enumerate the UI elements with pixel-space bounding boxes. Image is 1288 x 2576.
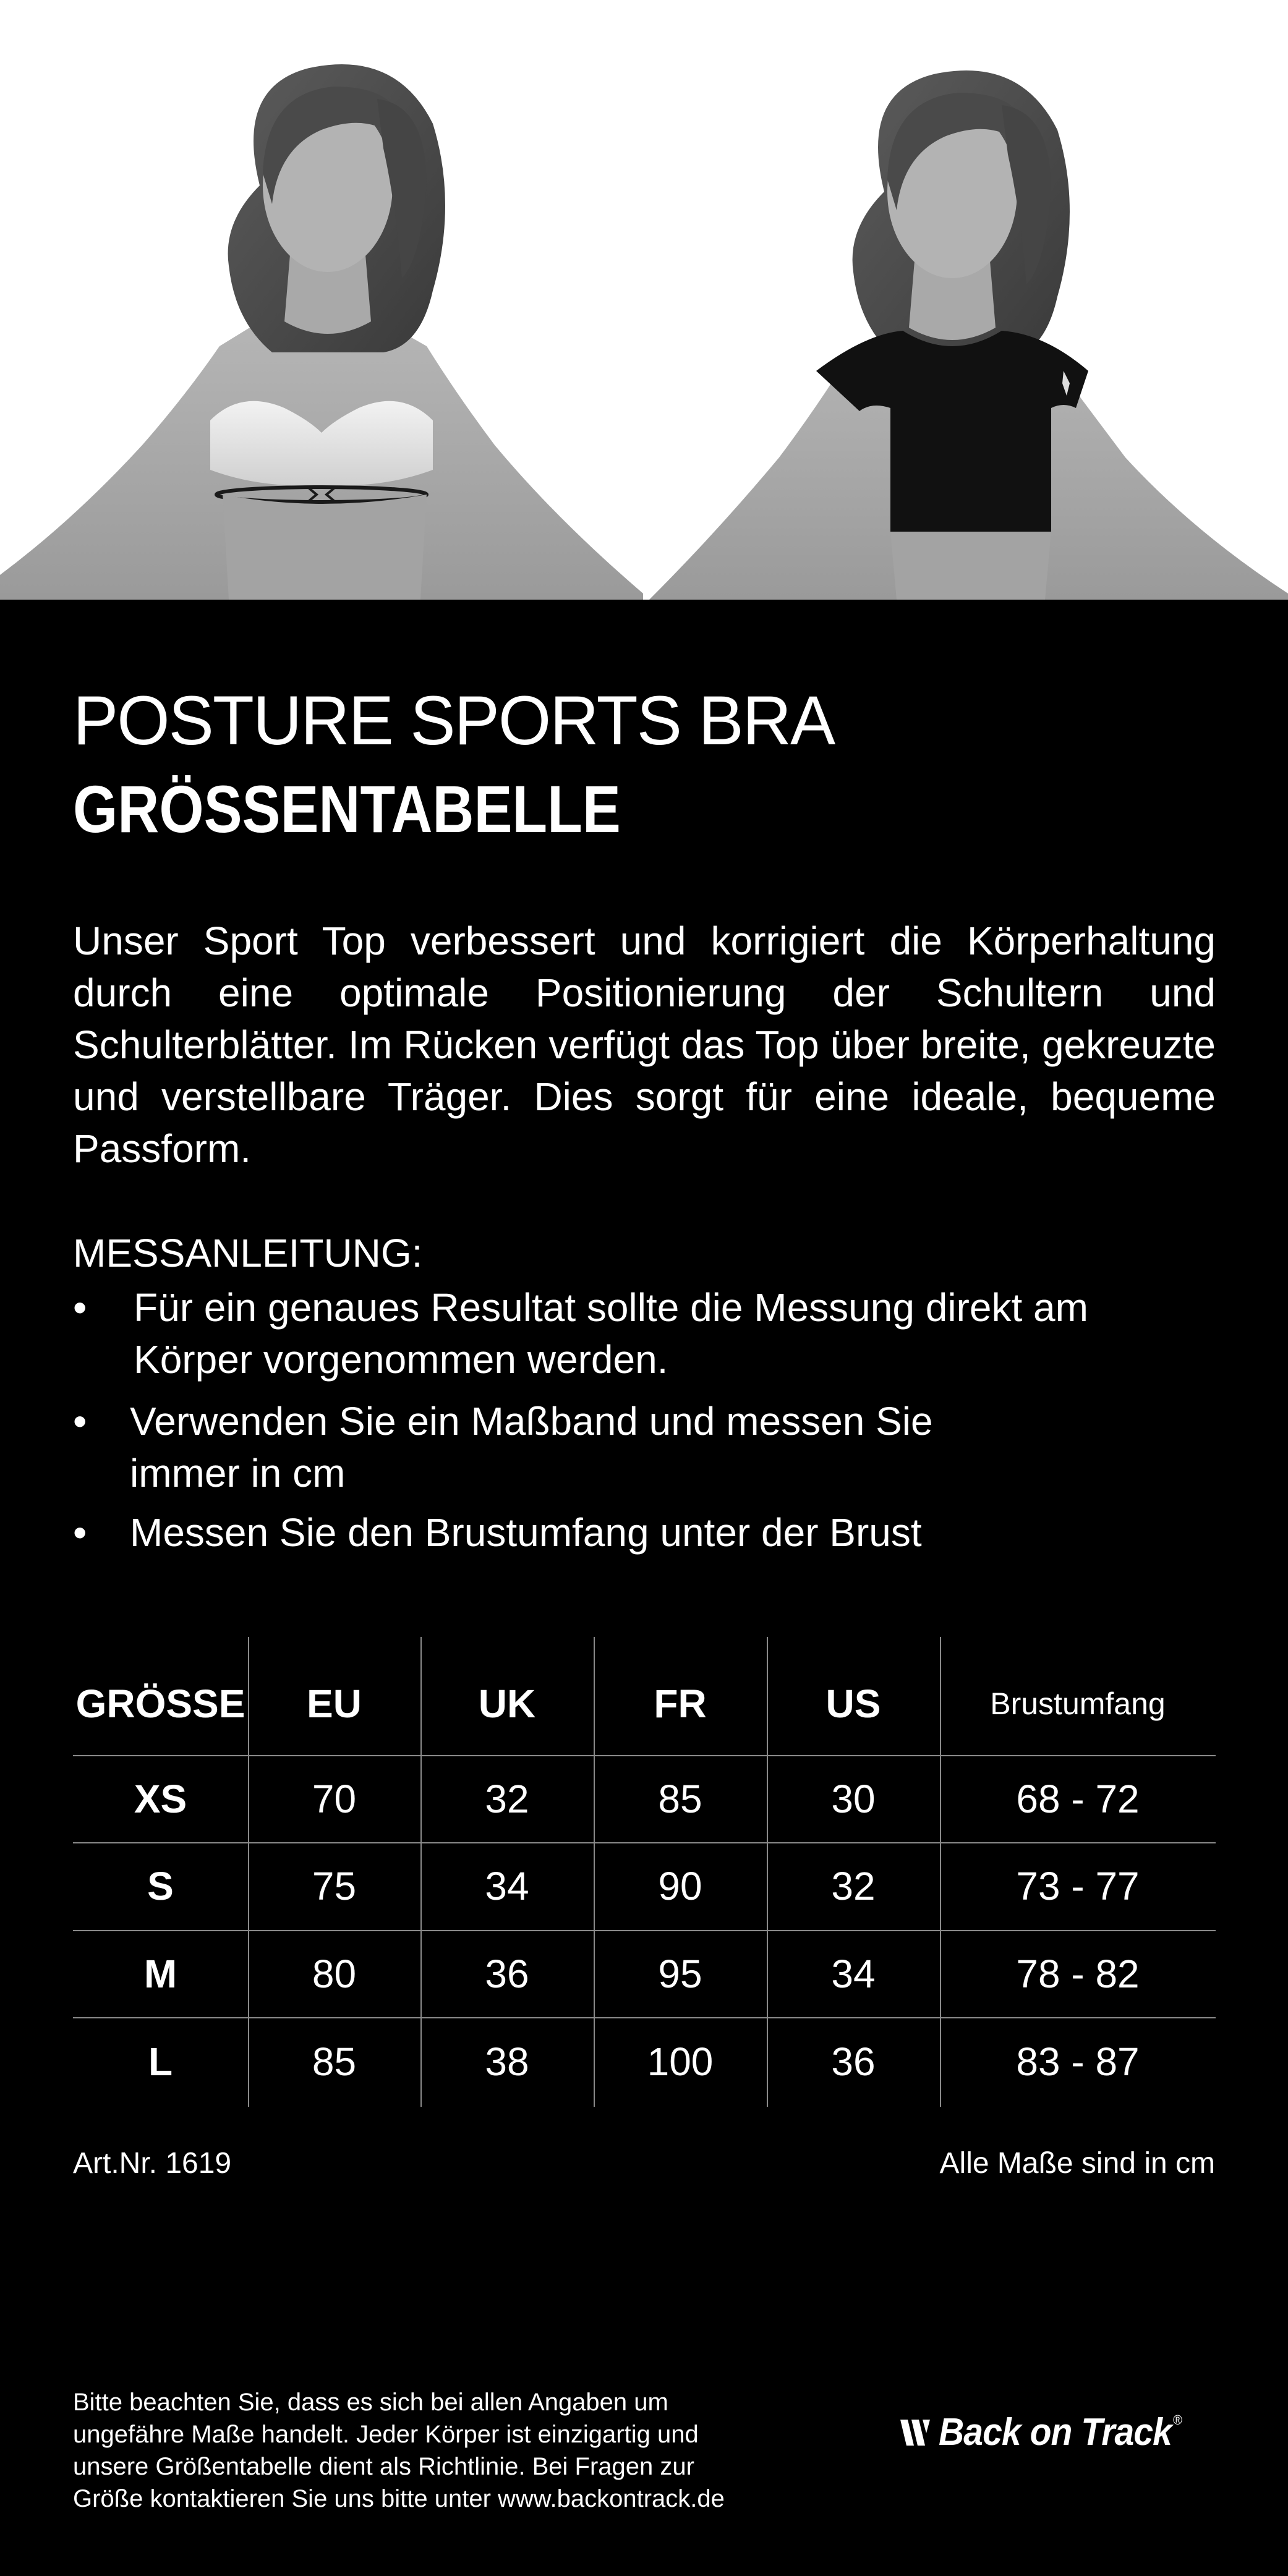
bullet-text-line: Verwenden Sie ein Maßband und messen Sie [130, 1399, 933, 1443]
bullet-text-line: Körper vorgenommen werden. [134, 1337, 668, 1382]
cell-uk: 38 [485, 2039, 529, 2084]
header-eu: EU [307, 1681, 362, 1726]
cell-fr: 95 [658, 1952, 702, 1996]
cell-fr: 90 [658, 1864, 702, 1908]
disclaimer [73, 2386, 815, 2515]
size-table [73, 1637, 1216, 2107]
cell-eu: 75 [312, 1864, 357, 1908]
cell-fr: 100 [647, 2039, 714, 2084]
header-bust: Brustumfang [990, 1686, 1166, 1721]
bullet-text-line: Messen Sie den Brustumfang unter der Brust [130, 1510, 922, 1555]
header-uk: UK [478, 1681, 536, 1726]
product-description: Unser Sport Top verbessert und korrigiert die Körperhaltung durch eine optimale Positionierung der Schultern und Schulterblätter. Im Rücken verfügt das Top über breite, gekreuzte und verstellbare Träger. Dies sorgt für eine ideale, bequeme Passform. [73, 919, 1216, 1171]
bullet-dot: • [73, 1399, 87, 1443]
cell-size: XS [134, 1777, 187, 1821]
cell-eu: 80 [312, 1952, 357, 1996]
cell-us: 34 [831, 1952, 876, 1996]
cell-bust: 73 - 77 [1016, 1864, 1140, 1908]
header-us: US [825, 1681, 881, 1726]
disclaimer-line: Größe kontaktieren Sie uns bitte unter www.backontrack.de [73, 2485, 725, 2512]
header-size: GRÖSSE [75, 1681, 245, 1726]
bullet-text-line: immer in cm [130, 1451, 346, 1495]
measuring-heading: MESSANLEITUNG: [73, 1231, 423, 1275]
size-chart-title: GRÖSSENTABELLE [73, 772, 621, 846]
cell-size: S [147, 1864, 174, 1908]
hero-illustration [0, 0, 1288, 600]
cell-uk: 36 [485, 1952, 529, 1996]
cell-bust: 83 - 87 [1016, 2039, 1140, 2084]
figure-measurement [0, 64, 643, 600]
cell-us: 30 [831, 1777, 876, 1821]
disclaimer-line: Bitte beachten Sie, dass es sich bei allen Angaben um [73, 2389, 668, 2416]
product-title: POSTURE SPORTS BRA [73, 682, 835, 759]
article-number: Art.Nr. 1619 [73, 2147, 232, 2180]
bullet-dot: • [73, 1510, 87, 1555]
cell-us: 32 [831, 1864, 876, 1908]
figure-wearing-bra [649, 70, 1288, 600]
bullet-text-line: Für ein genaues Resultat sollte die Messung direkt am [134, 1285, 1088, 1330]
cell-eu: 85 [312, 2039, 357, 2084]
cell-size: L [148, 2039, 173, 2084]
cell-bust: 68 - 72 [1016, 1777, 1140, 1821]
cell-uk: 34 [485, 1864, 529, 1908]
cell-us: 36 [831, 2039, 876, 2084]
disclaimer-line: unsere Größentabelle dient als Richtlinie. Bei Fragen zur [73, 2453, 694, 2480]
logo-mark-icon [898, 2417, 932, 2448]
cell-eu: 70 [312, 1777, 357, 1821]
cell-bust: 78 - 82 [1016, 1952, 1140, 1996]
disclaimer-line: ungefähre Maße handelt. Jeder Körper ist einzigartig und [73, 2421, 699, 2448]
cell-size: M [143, 1952, 177, 1996]
brand-name: Back on Track® [939, 2411, 1182, 2454]
brand-logo [898, 2411, 1222, 2454]
header-fr: FR [654, 1681, 707, 1726]
bullet-dot: • [73, 1285, 87, 1330]
cell-fr: 85 [658, 1777, 702, 1821]
cell-uk: 32 [485, 1777, 529, 1821]
units-note: Alle Maße sind in cm [939, 2147, 1215, 2180]
